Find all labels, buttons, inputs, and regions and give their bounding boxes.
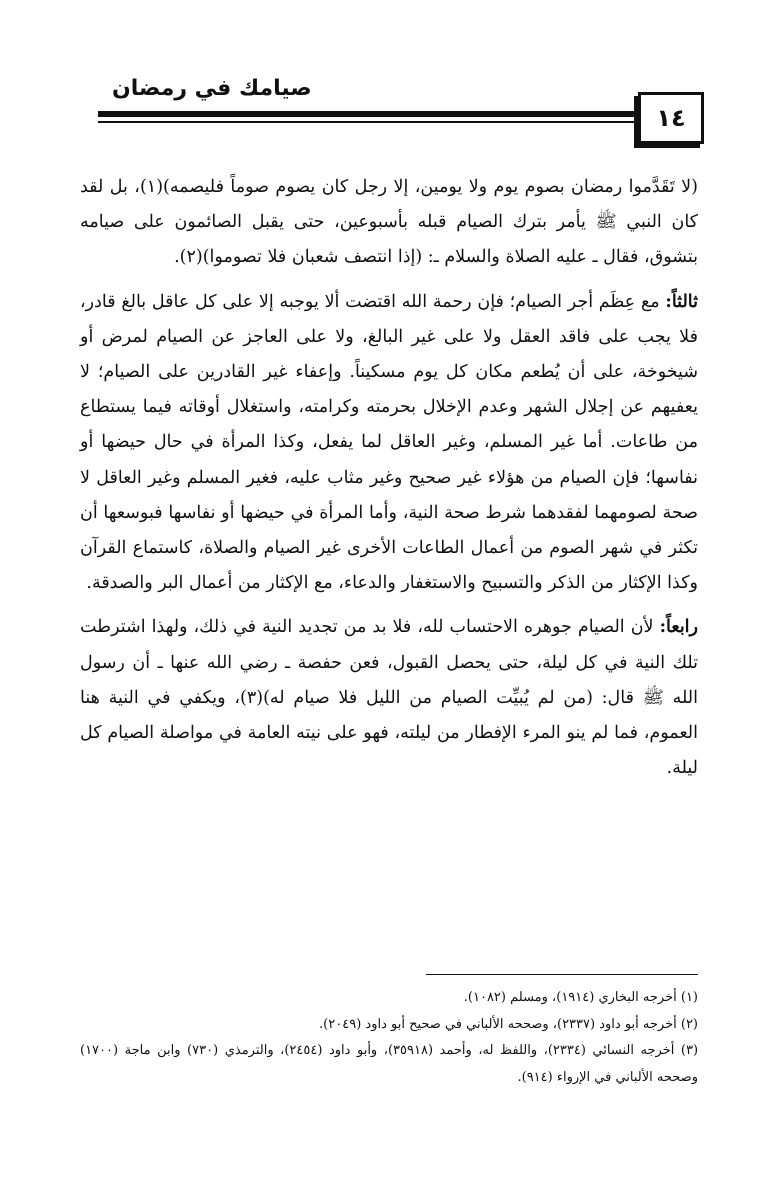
- paragraph-2: [80, 285, 698, 602]
- paragraph-2-lead: ثالثاً:: [665, 291, 698, 312]
- footnote-2: (٢) أخرجه أبو داود (٢٣٣٧)، وصححه الألباني في صحيح أبو داود (٢٠٤٩).: [319, 1016, 698, 1032]
- running-header-title: صيامك في رمضان: [112, 76, 312, 101]
- paragraph-3-lead: رابعاً:: [659, 617, 698, 638]
- paragraph-1: (لا تَقَدَّموا رمضان بصوم يوم ولا يومين، إلا رجل كان يصوم صوماً فليصمه)(١)، بل لقد كان النبي ﷺ يأمر بترك الصيام قبله بأسبوعين، حتى يقبل الصائمون على صيامه بتشوق، فقال ـ عليه الصلاة والسلام ـ: (إذا انتصف شعبان فلا تصوموا)(٢).: [80, 177, 698, 268]
- footnotes: [80, 985, 698, 1091]
- body-text: [80, 170, 698, 786]
- paragraph-3-text: لأن الصيام جوهره الاحتساب لله، فلا بد من تجديد النية في ذلك، ولهذا اشترطت تلك النية في كل ليلة، حتى يحصل القبول، فعن حفصة ـ رضي الله عنها ـ أن رسول الله ﷺ قال: (من لم يُبيِّت الصيام من الليل فلا صيام له)(٣)، ويكفي في النية هنا العموم، فما لم ينو المرء الإفطار من ليلته، فهو على نيته العامة في مواصلة الصيام كل ليلة.: [80, 617, 698, 779]
- footnote-1: (١) أخرجه البخاري (١٩١٤)، ومسلم (١٠٨٢).: [463, 990, 698, 1005]
- header-rule-thin: [98, 121, 638, 123]
- paragraph-2-text: مع عِظَم أجر الصيام؛ فإن رحمة الله اقتضت ألا يوجبه إلا على كل عاقل بالغ قادر، فلا يجب على فاقد العقل ولا على غير البالغ، ولا على العاجز عن الصيام لمرض أو شيخوخة، على أن يُطعم مكان كل يوم مسكيناً. وإعفاء غير القادرين على الصيام؛ لا يعفيهم عن إجلال الشهر وعدم الإخلال بحرمته وكرامته، واستغلال أوقاته فيما يستطاع من طاعات. أما غير المسلم، وغير العاقل لما يفعل، وكذا المرأة في حال حيضها أو نفاسها؛ فإن الصيام من هؤلاء غير صحيح وغير مثاب عليه، فغير المسلم وغير العاقل لا صحة لصومهما لفقدهما شرط صحة النية، وأما المرأة في حيضها أو نفاسها فبوسعها أن تكثر في شهر الصوم من أعمال الطاعات الأخرى غير الصيام والصلاة، كاستماع القرآن وكذا الإكثار من الذكر والتسبيح والاستغفار والدعاء، مع الإكثار من أعمال البر والصدقة.: [80, 291, 698, 594]
- footnote-3: (٣) أخرجه النسائي (٢٣٣٤)، واللفظ له، وأحمد (٣٥٩١٨)، وأبو داود (٢٤٥٤)، والترمذي (٧٣٠) وابن ماجة (١٧٠٠) وصححه الألباني في الإرواء (٩١٤).: [80, 1043, 699, 1085]
- page-number: ١٤: [638, 92, 704, 144]
- paragraph-3: [80, 610, 698, 786]
- footnote-separator: [426, 974, 698, 975]
- header-rule-thick: [98, 111, 638, 117]
